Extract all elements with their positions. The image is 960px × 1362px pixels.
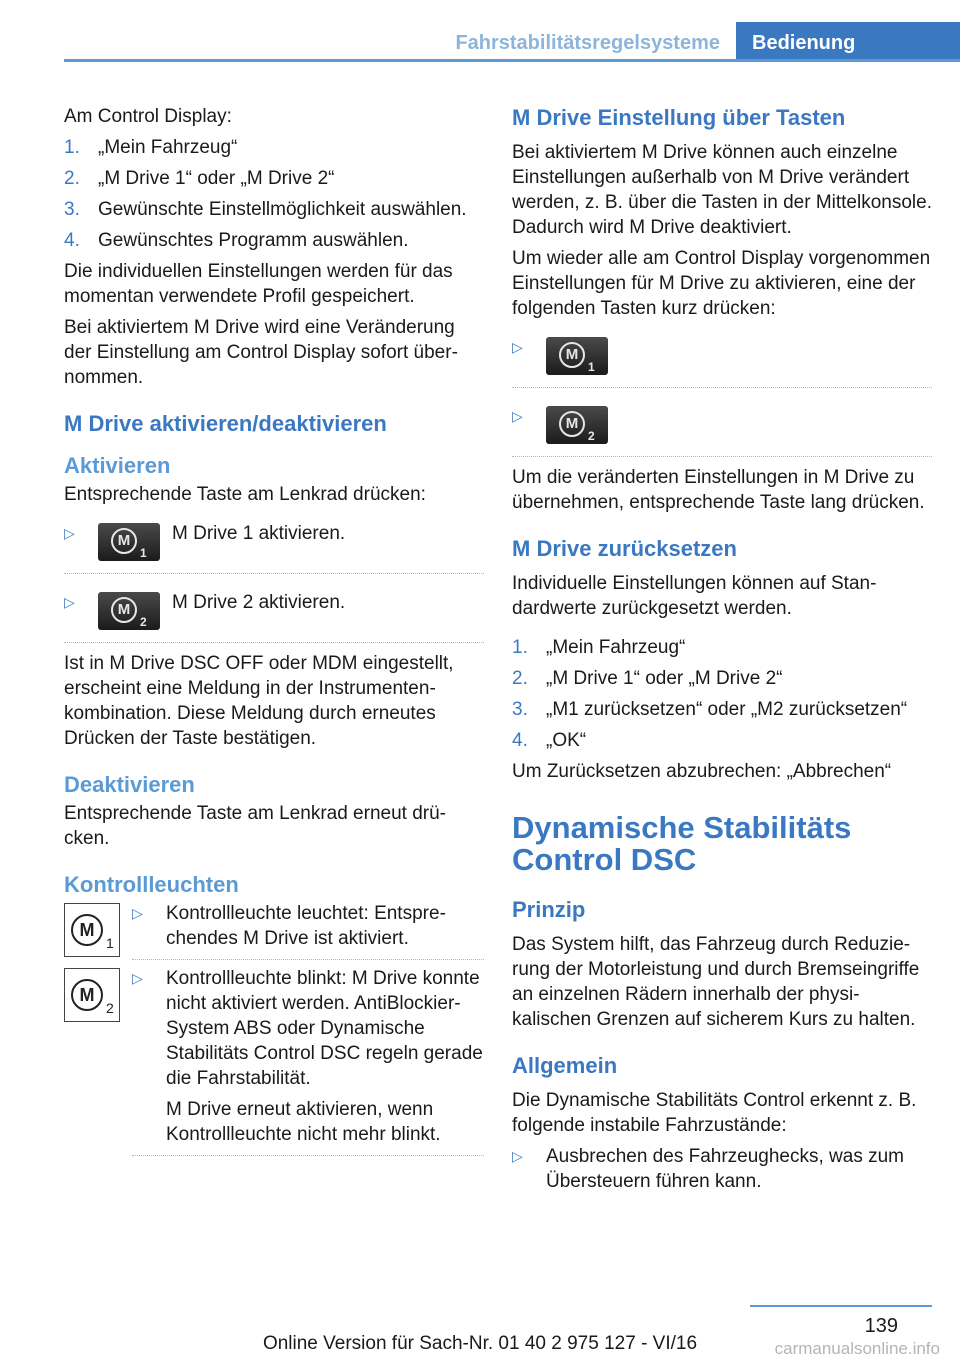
page-footer bbox=[0, 1305, 960, 1362]
lamp-description bbox=[132, 966, 484, 1156]
page-header bbox=[64, 22, 960, 62]
step-number: 3. bbox=[512, 699, 528, 720]
heading-activate-deactivate: M Drive aktivieren/deaktivieren bbox=[64, 411, 387, 436]
step-number: 1. bbox=[64, 137, 80, 158]
key-row-m1 bbox=[64, 513, 484, 574]
key-row-m2 bbox=[512, 396, 932, 457]
list-item bbox=[64, 197, 484, 222]
m1-button-icon bbox=[98, 523, 160, 561]
step-number: 3. bbox=[64, 199, 80, 220]
right-column bbox=[512, 104, 932, 1200]
heading-deaktivieren: Deaktivieren bbox=[64, 772, 195, 797]
reset-text: Individuelle Einstellungen können auf Standardwerte zurückgesetzt werden. bbox=[512, 573, 877, 619]
key-row-m1 bbox=[512, 327, 932, 388]
left-column bbox=[64, 104, 484, 1162]
triangle-bullet-icon: ▷ bbox=[512, 1148, 523, 1164]
step-number: 2. bbox=[64, 168, 80, 189]
allgemein-text: Die Dynamische Stabilitäts Control erkennt z. B. folgende instabile Fahrzustände: bbox=[512, 1090, 917, 1136]
abort-text: Um Zurücksetzen abzubrechen: „Abbrechen“ bbox=[512, 761, 892, 782]
step-number: 2. bbox=[512, 668, 528, 689]
list-item bbox=[512, 697, 932, 722]
triangle-bullet-icon: ▷ bbox=[132, 970, 143, 986]
m-glyph: M bbox=[559, 342, 585, 368]
long-press-text: Um die veränderten Einstellungen in M Drive zu übernehmen, entsprechende Taste lang drücken. bbox=[512, 467, 925, 513]
list-item bbox=[512, 1144, 932, 1194]
m-glyph: M bbox=[71, 979, 103, 1011]
step-text: „M1 zurücksetzen“ oder „M2 zurücksetzen“ bbox=[546, 699, 908, 720]
setup-steps bbox=[64, 135, 484, 253]
triangle-bullet-icon: ▷ bbox=[64, 594, 75, 610]
page-number: 139 bbox=[864, 1315, 898, 1337]
heading-dsc: Dynamische Stabilitäts Control DSC bbox=[512, 810, 852, 877]
m-glyph: M bbox=[559, 411, 585, 437]
key-row-m2 bbox=[64, 582, 484, 643]
list-item bbox=[512, 635, 932, 660]
step-text: „OK“ bbox=[546, 730, 587, 751]
m2-button-icon bbox=[546, 406, 608, 444]
m2-button-icon bbox=[98, 592, 160, 630]
tasten-text: Bei aktiviertem M Drive können auch einzelne Einstellungen außerhalb von M Drive verändert werden, z. B. über die Tasten in der Mittelkonsole. Dadurch wird M Drive deaktiviert. bbox=[512, 142, 932, 238]
m1-indicator-lamp-icon bbox=[64, 903, 120, 957]
list-item bbox=[64, 135, 484, 160]
dsc-message-text: Ist in M Drive DSC OFF oder MDM eingestellt, erscheint eine Meldung in der Instrumentenkombination. Diese Meldung durch erneutes Drücken der Taste bestätigen. bbox=[64, 653, 454, 749]
step-number: 4. bbox=[512, 730, 528, 751]
lamp-subscript: 2 bbox=[106, 1000, 114, 1016]
change-text: Bei aktiviertem M Drive wird eine Veränderung der Einstellung am Control Display sofort übernommen. bbox=[64, 317, 458, 388]
prinzip-text: Das System hilft, das Fahrzeug durch Reduzierung der Motorleistung und durch Bremseingriffe an einzelnen Rädern innerhalb der physikalischen Grenzen auf sicherem Kurs zu halten. bbox=[512, 934, 920, 1030]
header-tab: Bedienung bbox=[736, 22, 960, 62]
key-label: M Drive 1 aktivieren. bbox=[172, 523, 346, 544]
footer-rule bbox=[750, 1305, 932, 1307]
triangle-bullet-icon: ▷ bbox=[512, 408, 523, 424]
list-item bbox=[512, 666, 932, 691]
header-section-title: Fahrstabilitätsregelsysteme bbox=[455, 32, 720, 54]
lamp-description bbox=[132, 901, 484, 960]
aktivieren-text: Entsprechende Taste am Lenkrad drücken: bbox=[64, 484, 426, 505]
key-subscript: 1 bbox=[588, 360, 595, 374]
triangle-bullet-icon: ▷ bbox=[512, 339, 523, 355]
step-text: „M Drive 1“ oder „M Drive 2“ bbox=[98, 168, 335, 189]
key-subscript: 2 bbox=[588, 429, 595, 443]
lamp-text: Kontrollleuchte blinkt: M Drive konnte nicht aktiviert werden. AntiBlockier-System ABS oder Dynamische Stabilitäts Control DSC regeln gerade die Fahrstabilität. bbox=[166, 968, 483, 1089]
m-glyph: M bbox=[71, 914, 103, 946]
m-glyph: M bbox=[111, 597, 137, 623]
header-rule bbox=[64, 59, 960, 62]
step-text: Gewünschte Einstellmöglichkeit auswählen. bbox=[98, 199, 467, 220]
step-text: Gewünschtes Programm auswählen. bbox=[98, 230, 409, 251]
triangle-bullet-icon: ▷ bbox=[64, 525, 75, 541]
list-item bbox=[512, 728, 932, 753]
step-number: 1. bbox=[512, 637, 528, 658]
lamp-row-m1 bbox=[64, 901, 484, 960]
key-subscript: 1 bbox=[140, 546, 147, 560]
m-glyph: M bbox=[111, 528, 137, 554]
lamp-text: Kontrollleuchte leuchtet: Entsprechendes M Drive ist aktiviert. bbox=[166, 903, 446, 949]
watermark-text: carmanualsonline.info bbox=[774, 1339, 940, 1358]
lamp-extra-text: M Drive erneut aktivieren, wenn Kontrollleuchte nicht mehr blinkt. bbox=[166, 1099, 441, 1145]
key-label: M Drive 2 aktivieren. bbox=[172, 592, 346, 613]
heading-allgemein: Allgemein bbox=[512, 1053, 618, 1078]
profile-text: Die individuellen Einstellungen werden für das momentan verwendete Profil gespeichert. bbox=[64, 261, 453, 307]
triangle-bullet-icon: ▷ bbox=[132, 905, 143, 921]
key-subscript: 2 bbox=[140, 615, 147, 629]
step-text: „M Drive 1“ oder „M Drive 2“ bbox=[546, 668, 783, 689]
heading-aktivieren: Aktivieren bbox=[64, 453, 171, 478]
lamp-subscript: 1 bbox=[106, 935, 114, 951]
step-text: „Mein Fahrzeug“ bbox=[98, 137, 238, 158]
list-item bbox=[64, 166, 484, 191]
m1-button-icon bbox=[546, 337, 608, 375]
tasten-text-2: Um wieder alle am Control Display vorgenommen Einstellungen für M Drive zu aktivieren, eine der folgenden Tasten kurz drücken: bbox=[512, 248, 931, 319]
online-version-text: Online Version für Sach-Nr. 01 40 2 975 127 - VI/16 bbox=[262, 1333, 698, 1354]
instability-list bbox=[512, 1144, 932, 1194]
m2-indicator-lamp-icon bbox=[64, 968, 120, 1022]
heading-prinzip: Prinzip bbox=[512, 897, 586, 922]
bullet-text: Ausbrechen des Fahrzeughecks, was zum Übersteuern führen kann. bbox=[546, 1146, 905, 1192]
reset-steps bbox=[512, 635, 932, 753]
lamp-row-m2 bbox=[64, 966, 484, 1156]
heading-reset: M Drive zurücksetzen bbox=[512, 536, 737, 561]
step-number: 4. bbox=[64, 230, 80, 251]
intro-text: Am Control Display: bbox=[64, 106, 232, 127]
list-item bbox=[64, 228, 484, 253]
heading-kontrollleuchten: Kontrollleuchten bbox=[64, 872, 239, 897]
step-text: „Mein Fahrzeug“ bbox=[546, 637, 686, 658]
deaktivieren-text: Entsprechende Taste am Lenkrad erneut drücken. bbox=[64, 803, 446, 849]
heading-tasten: M Drive Einstellung über Tasten bbox=[512, 105, 846, 130]
